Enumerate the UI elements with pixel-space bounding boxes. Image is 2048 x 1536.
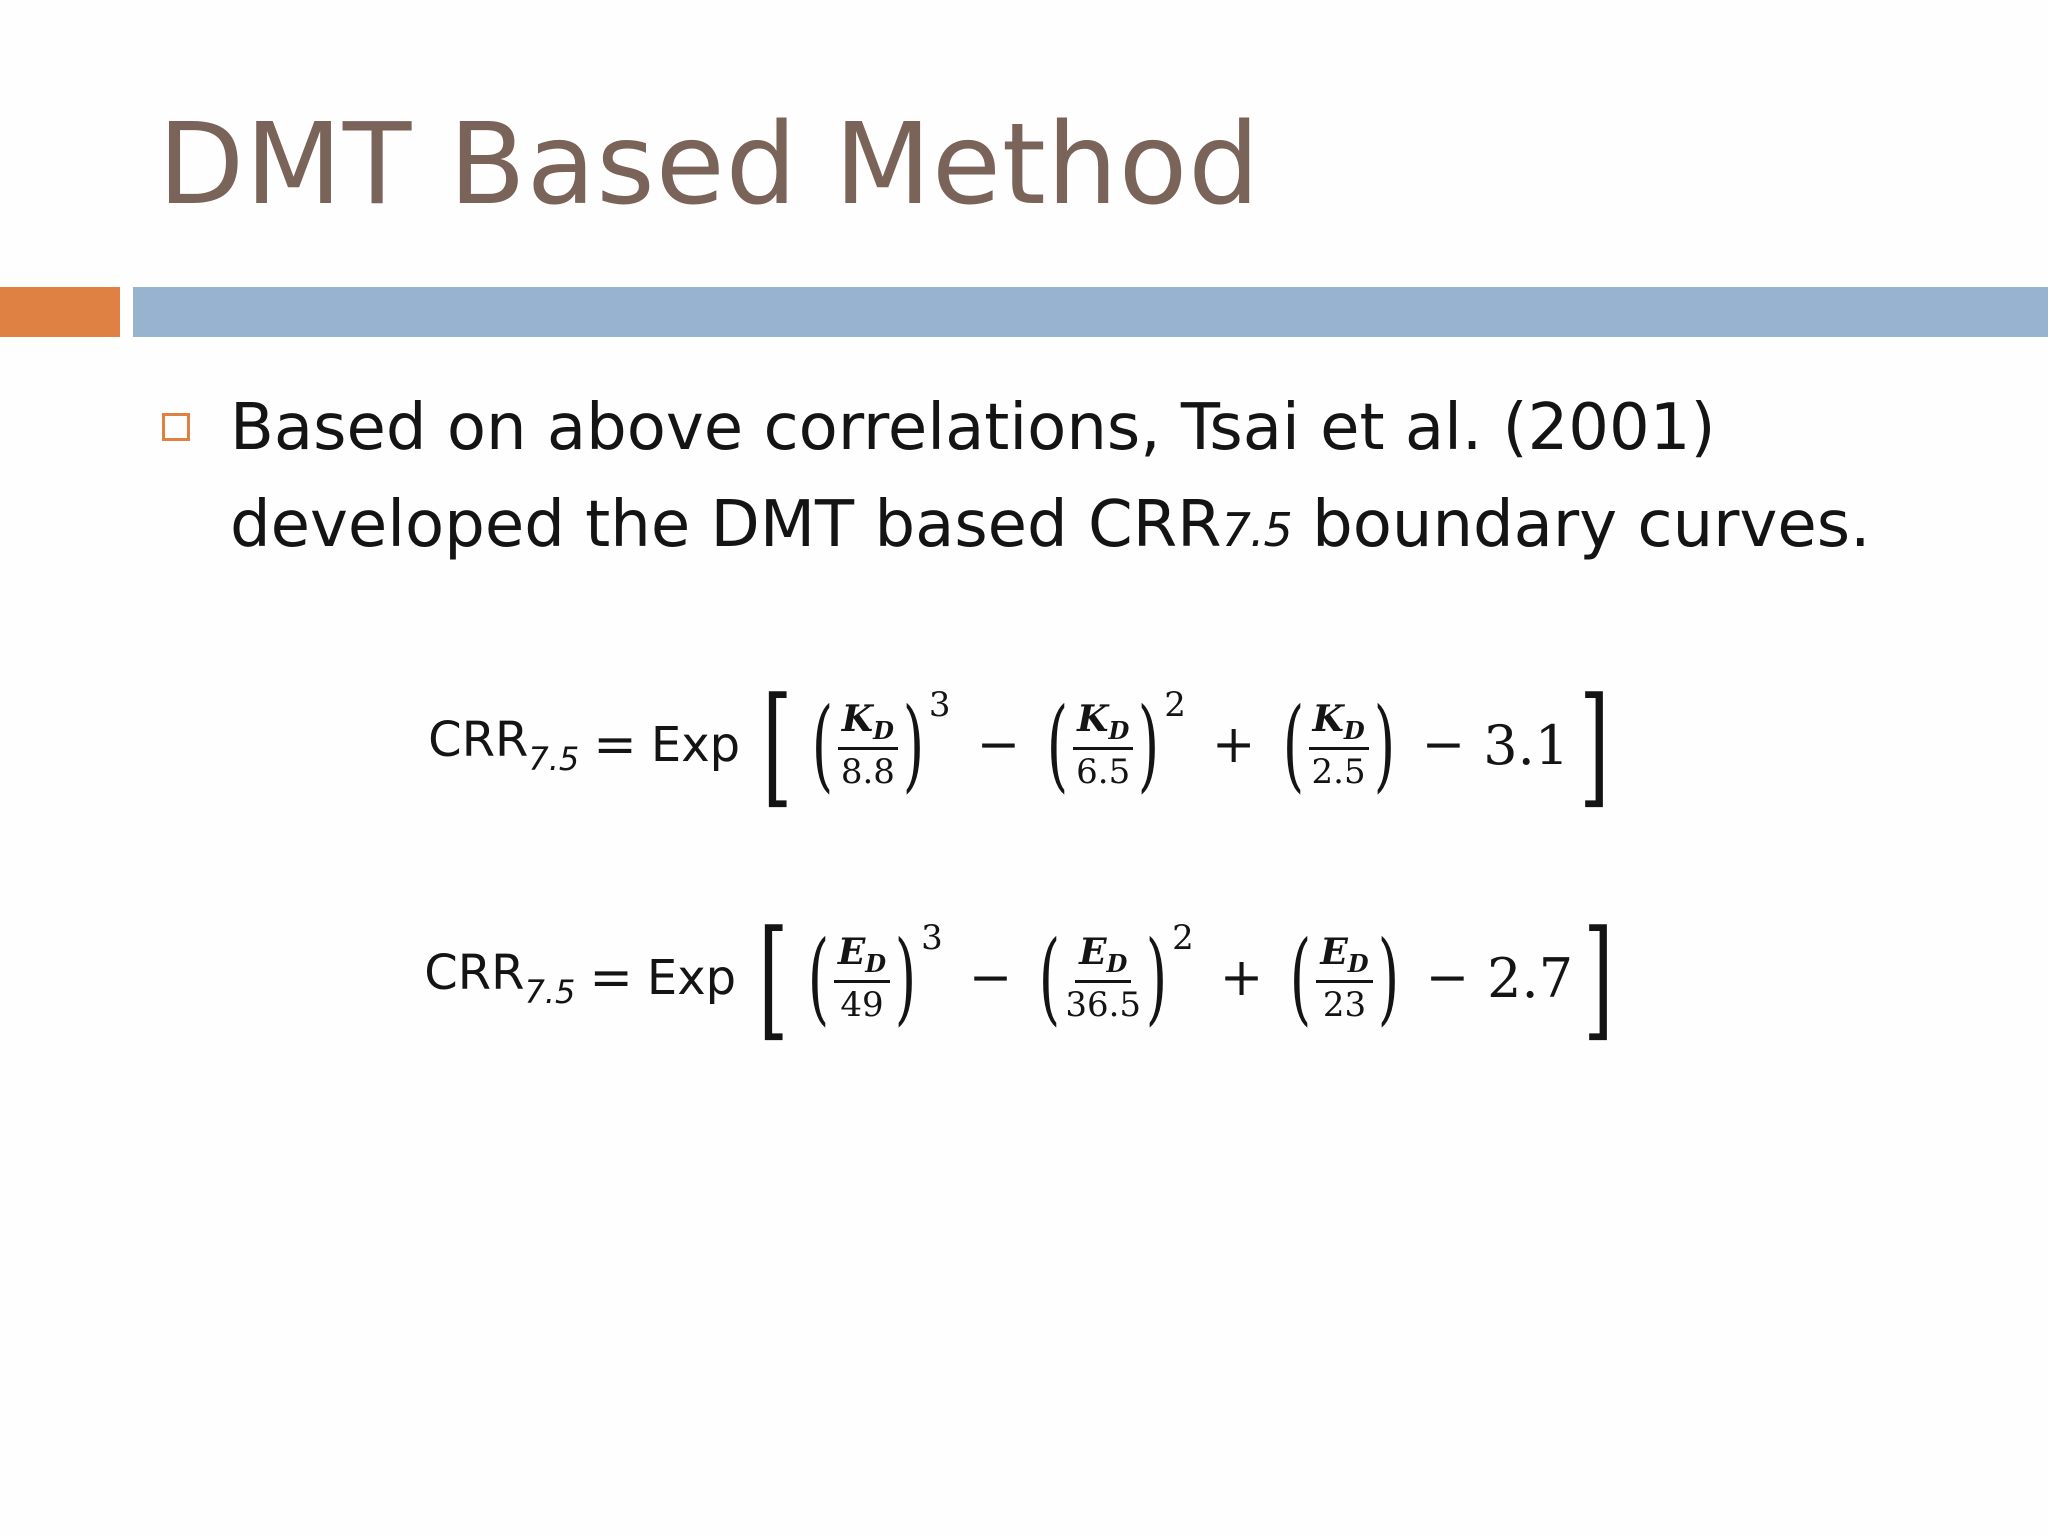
eq1-paren: ( — [1282, 686, 1304, 803]
bullet-text-end: boundary curves. — [1291, 488, 1871, 562]
eq1-frac1: $\frac{K_D}{8.8}$ — [838, 698, 898, 792]
bullet-text — [230, 380, 1990, 579]
eq2-lhs: $CRR_{7.5}$ — [424, 945, 576, 1011]
eq1-exp: Exp — [650, 717, 741, 773]
eq1-paren: ( — [811, 686, 834, 803]
eq1-op1: − — [976, 715, 1021, 775]
eq2-frac1: $\frac{E_D}{49}$ — [834, 931, 890, 1025]
equation-kd — [0, 669, 2048, 821]
eq2-op2: + — [1219, 948, 1264, 1008]
accent-bar-orange — [0, 287, 120, 337]
eq2-op3: − — [1425, 948, 1470, 1008]
square-bullet-icon — [162, 413, 190, 441]
eq1-equals: = — [593, 715, 637, 775]
eq1-left-bracket: [ — [762, 669, 793, 821]
slide-title: DMT Based Method — [158, 100, 1261, 230]
eq1-paren: ( — [1046, 686, 1069, 803]
eq2-frac2: $\frac{E_D}{36.5}$ — [1065, 930, 1142, 1026]
eq2-paren: ( — [1290, 919, 1312, 1036]
eq1-constant: 3.1 — [1483, 713, 1570, 777]
eq1-frac3: $\frac{K_D}{2.5}$ — [1309, 698, 1369, 792]
eq1-power2: 2 — [1164, 685, 1186, 725]
bullet-text-main: Based on above correlations, Tsai et al. (2001) developed the DMT based CRR — [230, 391, 1716, 562]
eq1-paren: ) — [1138, 686, 1160, 803]
eq1-op3: − — [1421, 715, 1466, 775]
eq2-power2: 2 — [1172, 918, 1194, 958]
equation-ed — [0, 902, 2048, 1054]
eq2-right-bracket: ] — [1583, 902, 1614, 1054]
eq2-exp: Exp — [646, 950, 737, 1006]
bullet-subscript: 7.5 — [1221, 503, 1292, 557]
eq2-op1: − — [968, 948, 1013, 1008]
eq2-power1: 3 — [921, 918, 943, 958]
eq2-paren: ) — [894, 919, 917, 1036]
eq2-frac3: $\frac{E_D}{23}$ — [1316, 931, 1372, 1025]
eq1-power1: 3 — [928, 685, 951, 725]
eq2-paren: ( — [1039, 919, 1061, 1036]
eq2-paren: ) — [1145, 919, 1168, 1036]
eq1-paren: ) — [1373, 686, 1395, 803]
eq1-op2: + — [1211, 715, 1256, 775]
eq2-paren: ) — [1377, 919, 1399, 1036]
eq2-left-bracket: [ — [758, 902, 789, 1054]
eq1-lhs: $CRR_{7.5}$ — [428, 712, 580, 778]
accent-bar-blue — [133, 287, 2048, 337]
eq1-paren: ) — [902, 686, 925, 803]
eq2-paren: ( — [807, 919, 830, 1036]
eq1-right-bracket: ] — [1579, 669, 1610, 821]
eq1-frac2: $\frac{K_D}{6.5}$ — [1073, 698, 1133, 792]
eq2-constant: 2.7 — [1487, 946, 1574, 1010]
eq2-equals: = — [589, 948, 633, 1008]
